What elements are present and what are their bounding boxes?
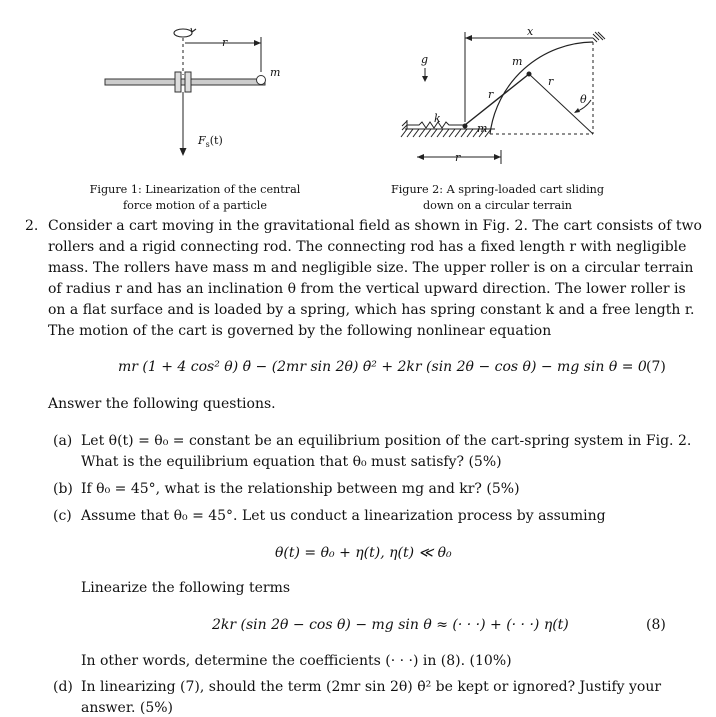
fig2-label-r-bottom: r xyxy=(455,151,461,164)
fig1-label-force: $F_s(t)$ xyxy=(198,134,223,150)
answer-prompt: Answer the following questions. xyxy=(48,396,276,412)
question-a-line-1: Let θ(t) = θ₀ = constant be an equilibrium position of the cart-spring system in Fig. 2. xyxy=(81,433,692,449)
problem-line-2: rollers and a rigid connecting rod. The connecting rod has a fixed length r with negligible xyxy=(48,239,687,255)
equation-7-number: (7) xyxy=(646,359,666,375)
problem-line-4: of radius r and has an inclination θ from the vertical upward direction. The lower roller is xyxy=(48,281,686,297)
fig2-label-g: g xyxy=(421,53,429,66)
rotation-arrow-icon xyxy=(174,28,196,37)
problem-number: 2. xyxy=(25,218,39,234)
lower-roller xyxy=(463,124,468,129)
problem-line-6: The motion of the cart is governed by the following nonlinear equation xyxy=(48,323,552,339)
question-d-line-2: answer. (5%) xyxy=(81,700,174,716)
fig2-label-m-top: m xyxy=(512,55,523,68)
problem-line-1: Consider a cart moving in the gravitational field as shown in Fig. 2. The cart consists of two xyxy=(48,218,702,234)
equation-8: 2kr (sin 2θ − cos θ) − mg sin θ ≈ (· · ·) + (· · ·) η(t) xyxy=(212,617,569,633)
question-c-line-2: Linearize the following terms xyxy=(81,580,291,596)
question-a-line-2: What is the equilibrium equation that θ₀ must satisfy? (5%) xyxy=(81,454,502,470)
upper-roller xyxy=(527,72,532,77)
fig2-caption: Figure 2: A spring-loaded cart sliding down on a circular terrain xyxy=(390,183,605,212)
equation-7: mr (1 + 4 cos² θ) θ̈ − (2mr sin 2θ) θ̇² + 2kr (sin 2θ − cos θ) − mg sin θ = 0 xyxy=(118,359,647,375)
question-b-line-1: If θ₀ = 45°, what is the relationship between mg and kr? (5%) xyxy=(81,481,520,497)
question-d-label: (d) xyxy=(53,679,73,695)
question-d-line-1: In linearizing (7), should the term (2mr sin 2θ) θ̇² be kept or ignored? Justify your xyxy=(81,679,662,695)
fig1-label-r: r xyxy=(222,36,228,49)
question-a-label: (a) xyxy=(53,433,73,449)
fig2-label-m-bottom: m xyxy=(477,122,488,135)
fig2-label-x: x xyxy=(527,25,534,38)
fig1-label-m: m xyxy=(270,66,281,79)
question-c-line-3: In other words, determine the coefficients (· · ·) in (8). (10%) xyxy=(81,653,512,669)
problem-line-5: on a flat surface and is loaded by a spring, which has spring constant k and a free length r. xyxy=(48,302,695,318)
fig2-label-r-rod: r xyxy=(488,88,494,101)
question-c-equation: θ(t) = θ₀ + η(t), η(t) ≪ θ₀ xyxy=(275,545,452,561)
question-c-line-1: Assume that θ₀ = 45°. Let us conduct a linearization process by assuming xyxy=(81,508,606,524)
problem-line-3: mass. The rollers have mass m and negligible size. The upper roller is on a circular terrain xyxy=(48,260,694,276)
connecting-rod xyxy=(465,74,529,125)
fig1-caption: Figure 1: Linearization of the central force motion of a particle xyxy=(89,183,301,212)
question-c-label: (c) xyxy=(53,508,72,524)
fig1-mass-particle xyxy=(257,76,266,85)
equation-8-number: (8) xyxy=(646,617,666,633)
question-b-label: (b) xyxy=(53,481,73,497)
fig2-label-k: k xyxy=(434,112,441,125)
fig2-label-r-arc: r xyxy=(548,75,554,88)
fig2-label-theta: θ xyxy=(580,93,587,106)
